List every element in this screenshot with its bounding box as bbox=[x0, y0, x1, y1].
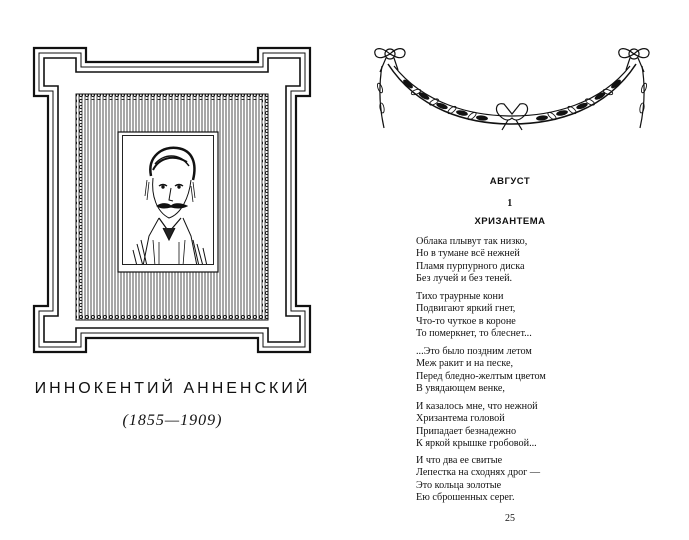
poem-line: К яркой крышке гробовой... bbox=[416, 437, 537, 449]
left-page bbox=[0, 0, 340, 540]
stanza bbox=[416, 291, 676, 340]
poem-line: Ею сброшенных серег. bbox=[416, 491, 515, 503]
poem-line: Перед бледно-желтым цветом bbox=[416, 370, 546, 382]
stanza bbox=[416, 346, 676, 395]
stanza bbox=[416, 455, 676, 504]
portrait-engraving-icon bbox=[123, 136, 214, 265]
poem-line: Лепестка на сходнях дрог — bbox=[416, 467, 541, 479]
poem-line: Пламя пурпурного диска bbox=[416, 260, 525, 272]
poem-line: Тихо траурные кони bbox=[416, 291, 504, 302]
poem-line: И что два ее свитые bbox=[416, 455, 503, 466]
poem-line: ...Это было поздним летом bbox=[416, 346, 532, 357]
author-years: (1855—1909) bbox=[122, 412, 223, 429]
poem-line: Припадает безнадежно bbox=[416, 425, 517, 437]
poem-line: Облака плывут так низко, bbox=[416, 236, 528, 247]
poem-line: Меж ракит и на песке, bbox=[416, 358, 514, 370]
poem-line: В увядающем венке, bbox=[416, 382, 505, 394]
author-name: ИННОКЕНТИЙ АННЕНСКИЙ bbox=[34, 380, 311, 397]
poem-line: И казалось мне, что нежной bbox=[416, 401, 538, 412]
stanza bbox=[416, 236, 676, 285]
poem-line: Без лучей и без теней. bbox=[416, 272, 513, 284]
ribbon-garland-ornament-icon bbox=[368, 40, 656, 132]
page-number: 25 bbox=[505, 513, 515, 524]
poem-line: Что-то чуткое в короне bbox=[416, 315, 516, 327]
poem-line: Хризантема головой bbox=[416, 413, 505, 425]
section-title: АВГУСТ bbox=[489, 176, 531, 187]
stanza bbox=[416, 401, 676, 450]
poem-line: Но в тумане всё нежней bbox=[416, 248, 520, 260]
poem-title: ХРИЗАНТЕМА bbox=[474, 216, 546, 227]
poem-line: Подвигают яркий гнет, bbox=[416, 303, 516, 315]
portrait bbox=[122, 135, 214, 265]
poem-number: 1 bbox=[507, 198, 513, 209]
poem-line: То померкнет, то блеснет... bbox=[416, 327, 532, 339]
poem-line: Это кольца золотые bbox=[416, 479, 502, 491]
